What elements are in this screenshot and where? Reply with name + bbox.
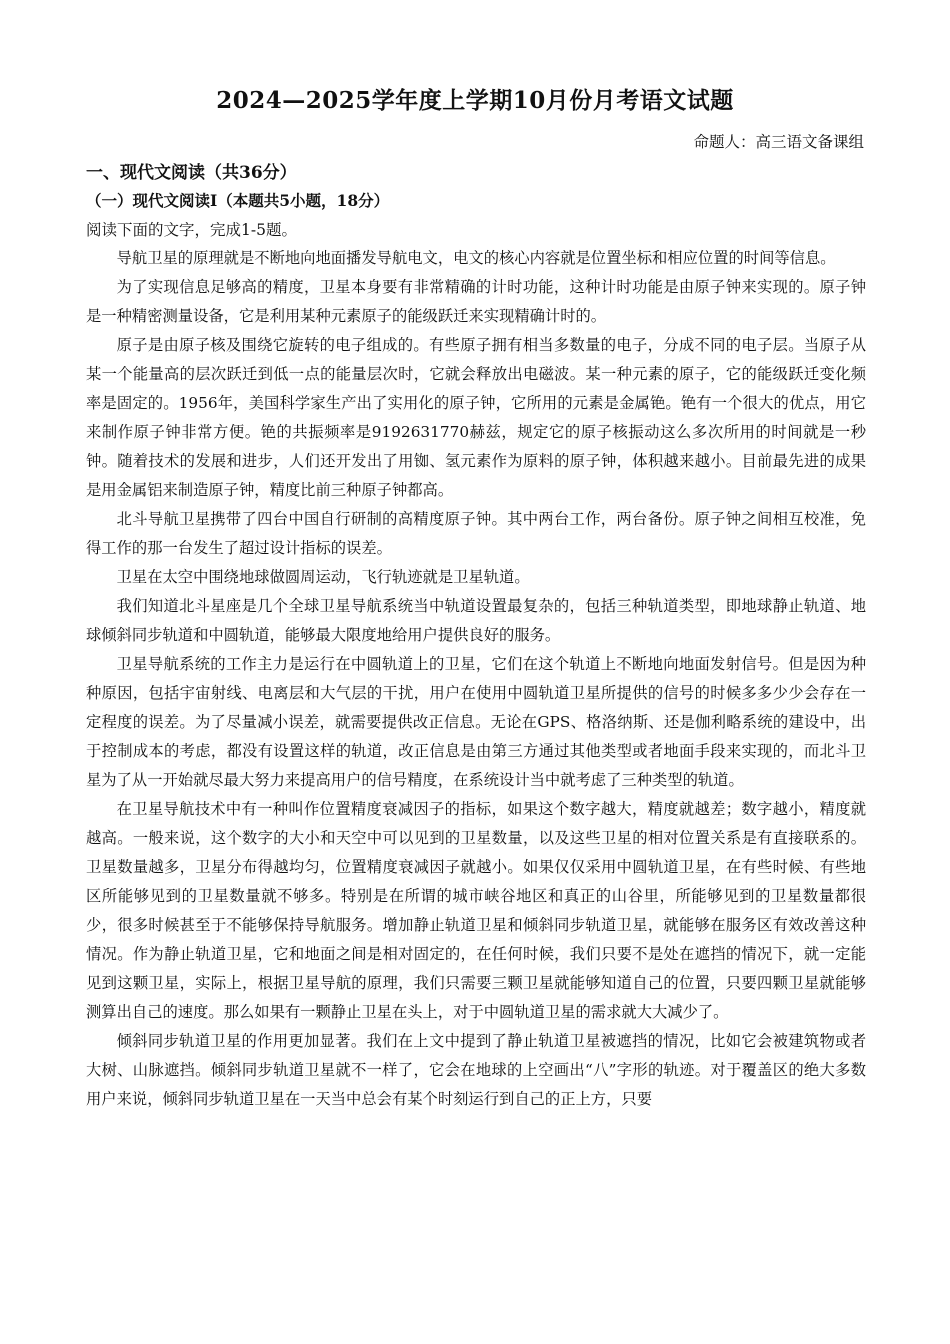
- author-line: 命题人：高三语文备课组: [693, 133, 864, 151]
- section-heading: 一、现代文阅读（共36分）: [86, 163, 297, 183]
- passage-paragraph: 为了实现信息足够高的精度，卫星本身要有非常精确的计时功能，这种计时功能是由原子钟来实现的。原子钟是一种精密测量设备，它是利用某种元素原子的能级跃迁来实现精确计时的。: [86, 278, 866, 325]
- passage-paragraph: 倾斜同步轨道卫星的作用更加显著。我们在上文中提到了静止轨道卫星被遮挡的情况，比如它会被建筑物或者大树、山脉遮挡。倾斜同步轨道卫星就不一样了，它会在地球的上空画出“八”字形的轨迹。对于覆盖区的绝大多数用户来说，倾斜同步轨道卫星在一天当中总会有某个时刻运行到自己的正上方，只要: [86, 1032, 866, 1108]
- exam-title: 2024—2025学年度上学期10月份月考语文试题: [216, 87, 734, 114]
- passage-paragraph: 北斗导航卫星携带了四台中国自行研制的高精度原子钟。其中两台工作，两台备份。原子钟之间相互校准，免得工作的那一台发生了超过设计指标的误差。: [86, 510, 866, 557]
- passage-paragraph: 卫星在太空中围绕地球做圆周运动，飞行轨迹就是卫星轨道。: [116, 568, 530, 586]
- passage-paragraph: 在卫星导航技术中有一种叫作位置精度衰减因子的指标，如果这个数字越大，精度就越差；数字越小，精度就越高。一般来说，这个数字的大小和天空中可以见到的卫星数量，以及这些卫星的相对位置关系是有直接联系的。卫星数量越多，卫星分布得越均匀，位置精度衰减因子就越小。如果仅仅采用中圆轨道卫星，在有些时候、有些地区所能够见到的卫星数量就不够多。特别是在所谓的城市峡谷地区和真正的山谷里，所能够见到的卫星数量都很少，很多时候甚至于不能够保持导航服务。增加静止轨道卫星和倾斜同步轨道卫星，就能够在服务区有效改善这种情况。作为静止轨道卫星，它和地面之间是相对固定的，在任何时候，我们只要不是处在遮挡的情况下，就一定能见到这颗卫星，实际上，根据卫星导航的原理，我们只需要三颗卫星就能够知道自己的位置，只要四颗卫星就能够测算出自己的速度。那么如果有一颗静止卫星在头上，对于中圆轨道卫星的需求就大大减少了。: [86, 800, 866, 1021]
- passage-paragraph: 我们知道北斗星座是几个全球卫星导航系统当中轨道设置最复杂的，包括三种轨道类型，即地球静止轨道、地球倾斜同步轨道和中圆轨道，能够最大限度地给用户提供良好的服务。: [86, 597, 866, 644]
- passage-paragraph: 导航卫星的原理就是不断地向地面播发导航电文，电文的核心内容就是位置坐标和相应位置的时间等信息。: [116, 249, 836, 267]
- reading-passage: [86, 244, 866, 1114]
- reading-instruction: 阅读下面的文字，完成1-5题。: [86, 221, 297, 239]
- passage-paragraph: 卫星导航系统的工作主力是运行在中圆轨道上的卫星，它们在这个轨道上不断地向地面发射信号。但是因为种种原因，包括宇宙射线、电离层和大气层的干扰，用户在使用中圆轨道卫星所提供的信号的时候多多少少会存在一定程度的误差。为了尽量减小误差，就需要提供改正信息。无论在GPS、格洛纳斯、还是伽利略系统的建设中，出于控制成本的考虑，都没有设置这样的轨道，改正信息是由第三方通过其他类型或者地面手段来实现的，而北斗卫星为了从一开始就尽最大努力来提高用户的信号精度，在系统设计当中就考虑了三种类型的轨道。: [86, 655, 866, 789]
- passage-paragraph: 原子是由原子核及围绕它旋转的电子组成的。有些原子拥有相当多数量的电子，分成不同的电子层。当原子从某一个能量高的层次跃迁到低一点的能量层次时，它就会释放出电磁波。某一种元素的原子，它的能级跃迁变化频率是固定的。1956年，美国科学家生产出了实用化的原子钟，它所用的元素是金属铯。铯有一个很大的优点，用它来制作原子钟非常方便。铯的共振频率是9192631770赫兹，规定它的原子核振动这么多次所用的时间就是一秒钟。随着技术的发展和进步，人们还开发出了用铷、氢元素作为原料的原子钟，体积越来越小。目前最先进的成果是用金属铝来制造原子钟，精度比前三种原子钟都高。: [86, 336, 866, 499]
- subsection-heading: （一）现代文阅读Ⅰ（本题共5小题，18分）: [86, 191, 390, 210]
